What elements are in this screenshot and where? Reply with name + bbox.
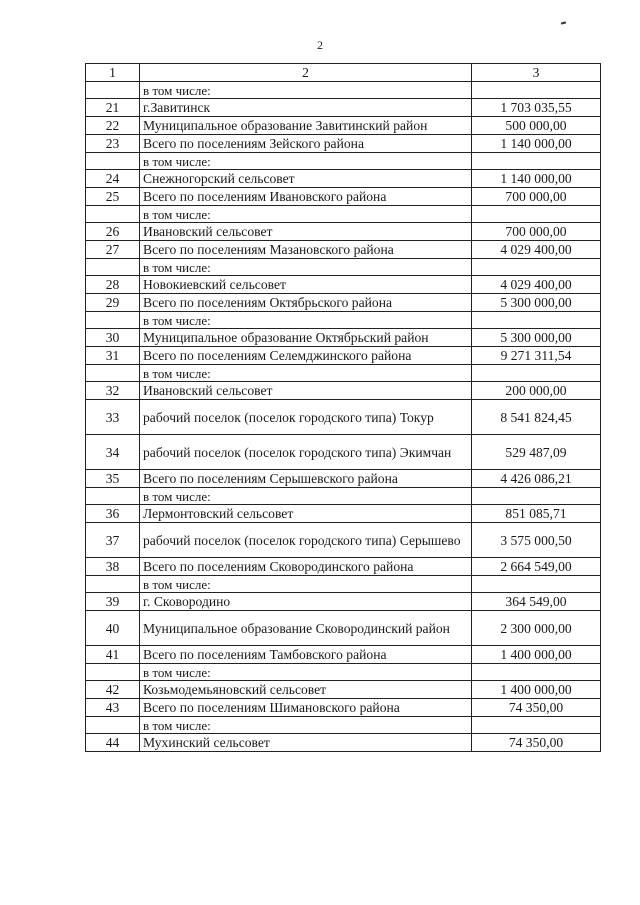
row-number: 27 [86, 241, 140, 259]
row-sum: 5 300 000,00 [472, 294, 601, 312]
row-number: 38 [86, 558, 140, 576]
row-number: 41 [86, 646, 140, 664]
row-sum: 4 029 400,00 [472, 241, 601, 259]
table-row [86, 117, 601, 135]
header-col-2: 2 [140, 64, 472, 82]
row-number: 37 [86, 523, 140, 558]
row-number: 21 [86, 99, 140, 117]
row-name: в том числе: [140, 82, 472, 99]
table-row [86, 681, 601, 699]
row-sum: 1 400 000,00 [472, 646, 601, 664]
table-row [86, 276, 601, 294]
row-sum [472, 312, 601, 329]
row-sum: 4 029 400,00 [472, 276, 601, 294]
table-row [86, 523, 601, 558]
row-number: 30 [86, 329, 140, 347]
table-row [86, 223, 601, 241]
row-sum: 2 300 000,00 [472, 611, 601, 646]
row-name: рабочий поселок (поселок городского типа) Экимчан [140, 435, 472, 470]
row-number [86, 153, 140, 170]
row-number: 42 [86, 681, 140, 699]
table-row [86, 329, 601, 347]
row-sum: 1 400 000,00 [472, 681, 601, 699]
row-sum: 4 426 086,21 [472, 470, 601, 488]
row-number: 25 [86, 188, 140, 206]
row-name: в том числе: [140, 488, 472, 505]
table-row [86, 206, 601, 223]
row-name: Всего по поселениям Сковородинского района [140, 558, 472, 576]
row-name: в том числе: [140, 365, 472, 382]
row-name: в том числе: [140, 717, 472, 734]
row-number: 33 [86, 400, 140, 435]
row-name: Всего по поселениям Мазановского района [140, 241, 472, 259]
row-sum: 200 000,00 [472, 382, 601, 400]
row-number [86, 488, 140, 505]
table-row [86, 505, 601, 523]
row-name: Муниципальное образование Завитинский район [140, 117, 472, 135]
row-sum [472, 488, 601, 505]
row-number: 23 [86, 135, 140, 153]
table-row [86, 347, 601, 365]
header-col-3: 3 [472, 64, 601, 82]
scan-speck [561, 21, 566, 24]
row-number: 39 [86, 593, 140, 611]
table-row [86, 646, 601, 664]
row-name: Всего по поселениям Шимановского района [140, 699, 472, 717]
row-name: Снежногорский сельсовет [140, 170, 472, 188]
row-name: Всего по поселениям Зейского района [140, 135, 472, 153]
row-name: в том числе: [140, 206, 472, 223]
row-number [86, 259, 140, 276]
row-name: г. Сковородино [140, 593, 472, 611]
row-number: 36 [86, 505, 140, 523]
row-number [86, 82, 140, 99]
table-row [86, 365, 601, 382]
row-number: 26 [86, 223, 140, 241]
table-row [86, 188, 601, 206]
row-number: 32 [86, 382, 140, 400]
table-row [86, 717, 601, 734]
row-number [86, 576, 140, 593]
row-sum: 1 140 000,00 [472, 135, 601, 153]
row-name: г.Завитинск [140, 99, 472, 117]
row-sum [472, 717, 601, 734]
row-number: 43 [86, 699, 140, 717]
row-number: 22 [86, 117, 140, 135]
row-name: Ивановский сельсовет [140, 223, 472, 241]
row-name: Мухинский сельсовет [140, 734, 472, 752]
row-number: 34 [86, 435, 140, 470]
row-sum [472, 259, 601, 276]
row-sum: 1 140 000,00 [472, 170, 601, 188]
table-row [86, 135, 601, 153]
row-sum: 8 541 824,45 [472, 400, 601, 435]
row-name: в том числе: [140, 664, 472, 681]
table-row [86, 82, 601, 99]
row-sum [472, 365, 601, 382]
table-row [86, 294, 601, 312]
table-row [86, 259, 601, 276]
row-sum: 500 000,00 [472, 117, 601, 135]
row-name: рабочий поселок (поселок городского типа) Токур [140, 400, 472, 435]
row-sum: 74 350,00 [472, 699, 601, 717]
table-body [86, 64, 601, 752]
row-number: 24 [86, 170, 140, 188]
row-sum: 3 575 000,50 [472, 523, 601, 558]
table-row [86, 593, 601, 611]
row-sum: 5 300 000,00 [472, 329, 601, 347]
row-name: Всего по поселениям Октябрьского района [140, 294, 472, 312]
row-name: рабочий поселок (поселок городского типа) Серышево [140, 523, 472, 558]
table-row [86, 99, 601, 117]
row-number: 28 [86, 276, 140, 294]
table-row [86, 558, 601, 576]
row-number: 35 [86, 470, 140, 488]
row-number [86, 312, 140, 329]
row-number: 31 [86, 347, 140, 365]
table-header-row [86, 64, 601, 82]
row-name: Ивановский сельсовет [140, 382, 472, 400]
table-row [86, 435, 601, 470]
row-name: Всего по поселениям Серышевского района [140, 470, 472, 488]
row-sum: 851 085,71 [472, 505, 601, 523]
table-row [86, 400, 601, 435]
row-sum: 700 000,00 [472, 223, 601, 241]
row-name: Всего по поселениям Тамбовского района [140, 646, 472, 664]
table-row [86, 664, 601, 681]
table-row [86, 470, 601, 488]
row-number: 29 [86, 294, 140, 312]
table-row [86, 312, 601, 329]
page-number: 2 [317, 38, 323, 52]
table-row [86, 170, 601, 188]
table-row [86, 734, 601, 752]
row-sum: 529 487,09 [472, 435, 601, 470]
row-name: Лермонтовский сельсовет [140, 505, 472, 523]
table-row [86, 382, 601, 400]
row-name: в том числе: [140, 576, 472, 593]
row-sum [472, 576, 601, 593]
row-sum [472, 664, 601, 681]
row-number [86, 365, 140, 382]
row-sum: 2 664 549,00 [472, 558, 601, 576]
row-sum: 74 350,00 [472, 734, 601, 752]
row-number [86, 717, 140, 734]
row-name: в том числе: [140, 153, 472, 170]
table-row [86, 699, 601, 717]
row-number [86, 664, 140, 681]
row-name: Новокиевский сельсовет [140, 276, 472, 294]
row-sum: 364 549,00 [472, 593, 601, 611]
table-row [86, 488, 601, 505]
row-sum: 1 703 035,55 [472, 99, 601, 117]
row-sum [472, 82, 601, 99]
header-col-1: 1 [86, 64, 140, 82]
budget-table [85, 63, 601, 752]
row-sum [472, 153, 601, 170]
row-sum: 700 000,00 [472, 188, 601, 206]
row-name: Всего по поселениям Селемджинского района [140, 347, 472, 365]
table-row [86, 153, 601, 170]
row-name: Всего по поселениям Ивановского района [140, 188, 472, 206]
row-number: 44 [86, 734, 140, 752]
row-name: Козьмодемьяновский сельсовет [140, 681, 472, 699]
table-row [86, 241, 601, 259]
row-sum: 9 271 311,54 [472, 347, 601, 365]
table-row [86, 611, 601, 646]
row-name: Муниципальное образование Октябрьский район [140, 329, 472, 347]
table-row [86, 576, 601, 593]
row-sum [472, 206, 601, 223]
row-name: Муниципальное образование Сковородинский район [140, 611, 472, 646]
row-name: в том числе: [140, 312, 472, 329]
row-number: 40 [86, 611, 140, 646]
row-number [86, 206, 140, 223]
row-name: в том числе: [140, 259, 472, 276]
